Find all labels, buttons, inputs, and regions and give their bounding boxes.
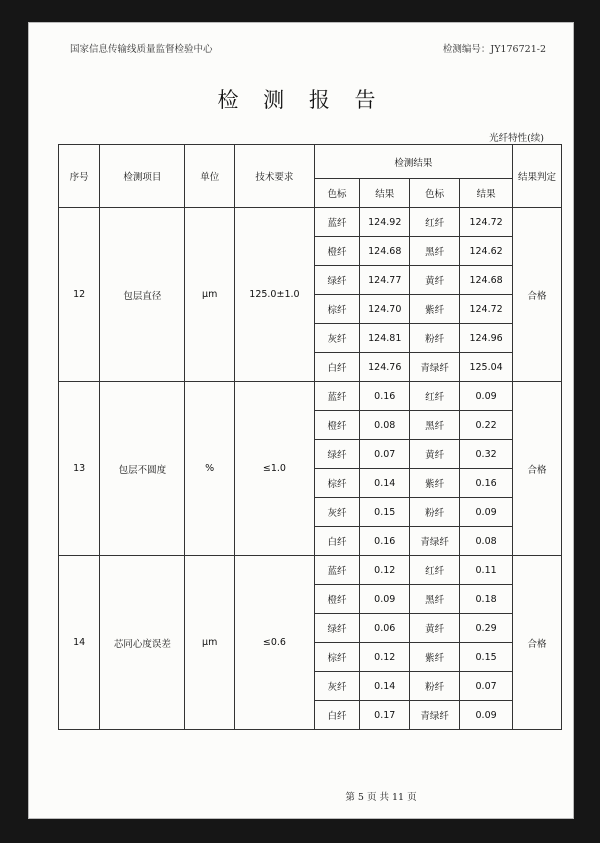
result-cell: 0.09 [460,701,513,730]
seq-cell: 13 [59,382,100,556]
unit-cell: μm [185,556,235,730]
report-page [28,22,574,819]
result-cell: 124.68 [360,237,410,266]
result-cell: 0.08 [360,411,410,440]
col-result-1: 结果 [360,179,410,208]
col-result-2: 结果 [460,179,513,208]
col-verdict: 结果判定 [513,145,562,208]
page-title: 检 测 报 告 [217,88,385,112]
verdict-cell: 合格 [513,208,562,382]
color-cell: 棕纤 [314,295,360,324]
result-cell: 0.29 [460,614,513,643]
result-cell: 0.11 [460,556,513,585]
color-cell: 青绿纤 [410,353,460,382]
result-cell: 0.14 [360,672,410,701]
result-cell: 0.22 [460,411,513,440]
color-cell: 黑纤 [410,585,460,614]
color-cell: 白纤 [314,701,360,730]
color-cell: 红纤 [410,382,460,411]
color-cell: 橙纤 [314,411,360,440]
result-cell: 124.72 [460,295,513,324]
result-cell: 0.09 [460,382,513,411]
color-cell: 绿纤 [314,266,360,295]
verdict-cell: 合格 [513,382,562,556]
color-cell: 蓝纤 [314,208,360,237]
item-cell: 芯同心度误差 [100,556,185,730]
color-cell: 灰纤 [314,672,360,701]
color-cell: 青绿纤 [410,527,460,556]
section-subtitle: 光纤特性(续) [489,133,544,144]
color-cell: 红纤 [410,208,460,237]
color-cell: 黄纤 [410,266,460,295]
color-cell: 棕纤 [314,643,360,672]
color-cell: 紫纤 [410,469,460,498]
color-cell: 粉纤 [410,498,460,527]
result-cell: 124.92 [360,208,410,237]
result-cell: 0.09 [460,498,513,527]
color-cell: 白纤 [314,353,360,382]
color-cell: 蓝纤 [314,382,360,411]
result-cell: 124.96 [460,324,513,353]
color-cell: 黄纤 [410,614,460,643]
color-cell: 紫纤 [410,295,460,324]
color-cell: 红纤 [410,556,460,585]
col-unit: 单位 [185,145,235,208]
report-number: 检测编号：JY176721-2 [442,44,546,55]
result-cell: 0.07 [360,440,410,469]
result-cell: 0.32 [460,440,513,469]
result-cell: 124.72 [460,208,513,237]
table-row [59,556,562,585]
color-cell: 白纤 [314,527,360,556]
result-cell: 0.09 [360,585,410,614]
col-results: 检测结果 [314,145,512,179]
page-number: 第 5 页 共 11 页 [345,792,417,803]
result-cell: 0.16 [360,527,410,556]
result-cell: 0.18 [460,585,513,614]
table-row [59,208,562,237]
result-cell: 0.12 [360,556,410,585]
results-table [58,144,562,730]
result-cell: 0.07 [460,672,513,701]
verdict-cell: 合格 [513,556,562,730]
org-name: 国家信息传输线质量监督检验中心 [70,44,213,55]
col-seq: 序号 [59,145,100,208]
result-cell: 0.16 [460,469,513,498]
result-cell: 0.06 [360,614,410,643]
result-cell: 0.15 [360,498,410,527]
result-cell: 125.04 [460,353,513,382]
unit-cell: μm [185,208,235,382]
col-item: 检测项目 [100,145,185,208]
table-row [59,382,562,411]
seq-cell: 14 [59,556,100,730]
result-cell: 124.81 [360,324,410,353]
color-cell: 粉纤 [410,324,460,353]
result-cell: 0.08 [460,527,513,556]
color-cell: 灰纤 [314,324,360,353]
color-cell: 绿纤 [314,440,360,469]
item-cell: 包层不圆度 [100,382,185,556]
color-cell: 绿纤 [314,614,360,643]
color-cell: 粉纤 [410,672,460,701]
color-cell: 紫纤 [410,643,460,672]
result-cell: 124.70 [360,295,410,324]
requirement-cell: 125.0±1.0 [235,208,315,382]
color-cell: 蓝纤 [314,556,360,585]
result-cell: 0.16 [360,382,410,411]
result-cell: 124.62 [460,237,513,266]
unit-cell: % [185,382,235,556]
color-cell: 橙纤 [314,237,360,266]
item-cell: 包层直径 [100,208,185,382]
col-color-2: 色标 [410,179,460,208]
result-cell: 124.77 [360,266,410,295]
color-cell: 棕纤 [314,469,360,498]
requirement-cell: ≤0.6 [235,556,315,730]
result-cell: 124.76 [360,353,410,382]
color-cell: 橙纤 [314,585,360,614]
result-cell: 0.14 [360,469,410,498]
result-cell: 0.17 [360,701,410,730]
color-cell: 青绿纤 [410,701,460,730]
seq-cell: 12 [59,208,100,382]
col-color-1: 色标 [314,179,360,208]
result-cell: 124.68 [460,266,513,295]
requirement-cell: ≤1.0 [235,382,315,556]
result-cell: 0.12 [360,643,410,672]
result-cell: 0.15 [460,643,513,672]
col-requirement: 技术要求 [235,145,315,208]
color-cell: 灰纤 [314,498,360,527]
color-cell: 黑纤 [410,237,460,266]
color-cell: 黄纤 [410,440,460,469]
color-cell: 黑纤 [410,411,460,440]
